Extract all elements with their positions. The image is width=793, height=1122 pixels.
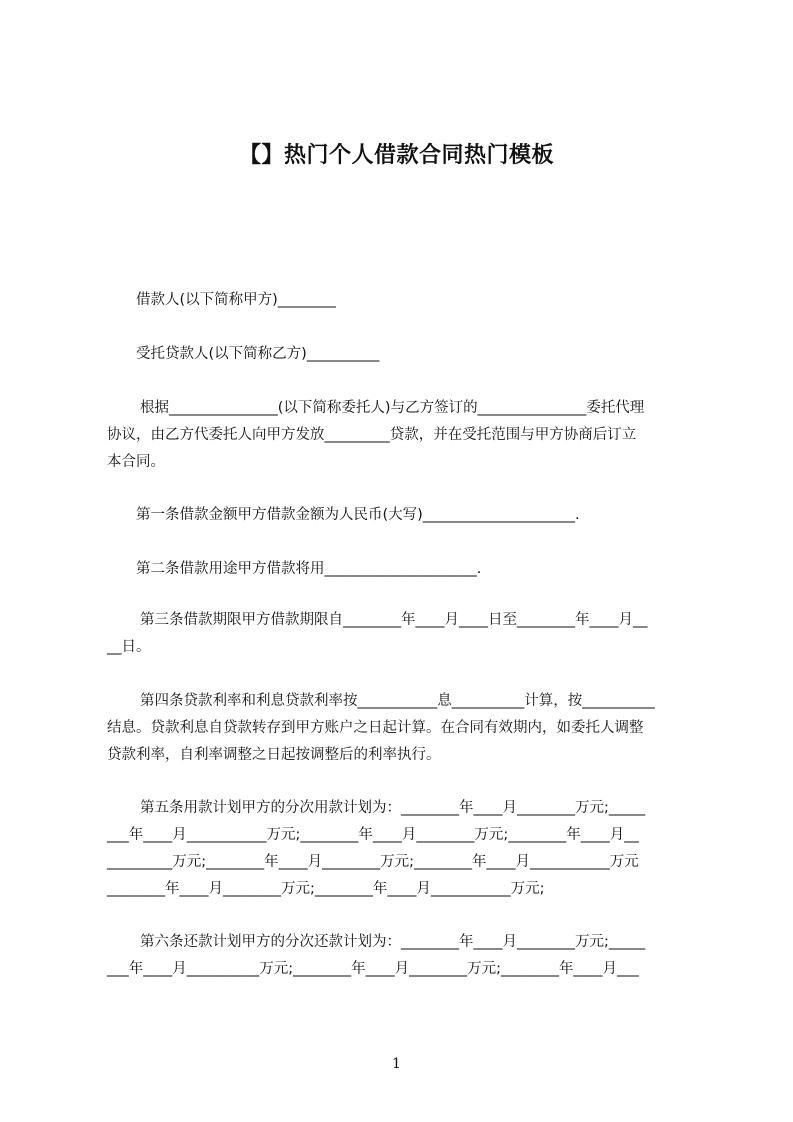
paragraph-article-2: [107, 556, 732, 583]
paragraph-basis: [107, 395, 703, 476]
paragraph-article-3: [107, 607, 703, 661]
text-line: 第二条借款用途甲方借款将用_____________________.: [136, 561, 482, 577]
text-line: 本合同。: [107, 454, 165, 470]
text-line: 第四条贷款利率和利息贷款利率按___________息__________计算，按__________: [140, 693, 655, 709]
text-line: 第一条借款金额甲方借款金额为人民币(大写)_____________________.: [136, 507, 580, 523]
text-line: 贷款利率，自利率调整之日起按调整后的利率执行。: [107, 747, 441, 763]
text-line: ________年____月________万元;________年____月___________万元;: [107, 881, 545, 897]
text-line: 第三条借款期限甲方借款期限自________年____月____日至________年____月__: [140, 612, 648, 628]
paragraph-lender: [107, 341, 732, 368]
text-line: 借款人(以下简称甲方)________: [136, 292, 336, 308]
text-line: 受托贷款人(以下简称乙方)__________: [136, 346, 380, 362]
document-title: 【】热门个人借款合同热门模板: [238, 143, 554, 168]
paragraph-article-5: [107, 795, 703, 903]
text-line: 协议，由乙方代委托人向甲方发放_________贷款，并在受托范围与甲方协商后订立: [107, 427, 637, 443]
paragraph-borrower: [107, 287, 732, 314]
text-line: __日。: [107, 639, 151, 655]
text-line: 第六条还款计划甲方的分次还款计划为：________年____月________万元;_____: [140, 934, 646, 950]
text-line: 根据_______________(以下简称委托人)与乙方签订的_______________委托代理: [140, 400, 645, 416]
paragraph-article-4: [107, 688, 703, 769]
text-line: 结息。贷款利息自贷款转存到甲方账户之日起计算。在合同有效期内，如委托人调整: [107, 720, 644, 736]
text-line: 第五条用款计划甲方的分次用款计划为：________年____月________万元;_____: [140, 800, 646, 816]
text-line: _________万元;________年____月________万元;________年____月___________万元: [107, 854, 639, 870]
paragraph-article-1: [107, 502, 732, 529]
page-number: 1: [392, 1056, 401, 1072]
text-line: ___年____月___________万元;________年____月________万元;________年____月__: [107, 827, 639, 843]
paragraph-article-6: [107, 929, 703, 983]
text-line: ___年____月__________万元;________年____月________万元;________年____月___: [107, 961, 639, 977]
